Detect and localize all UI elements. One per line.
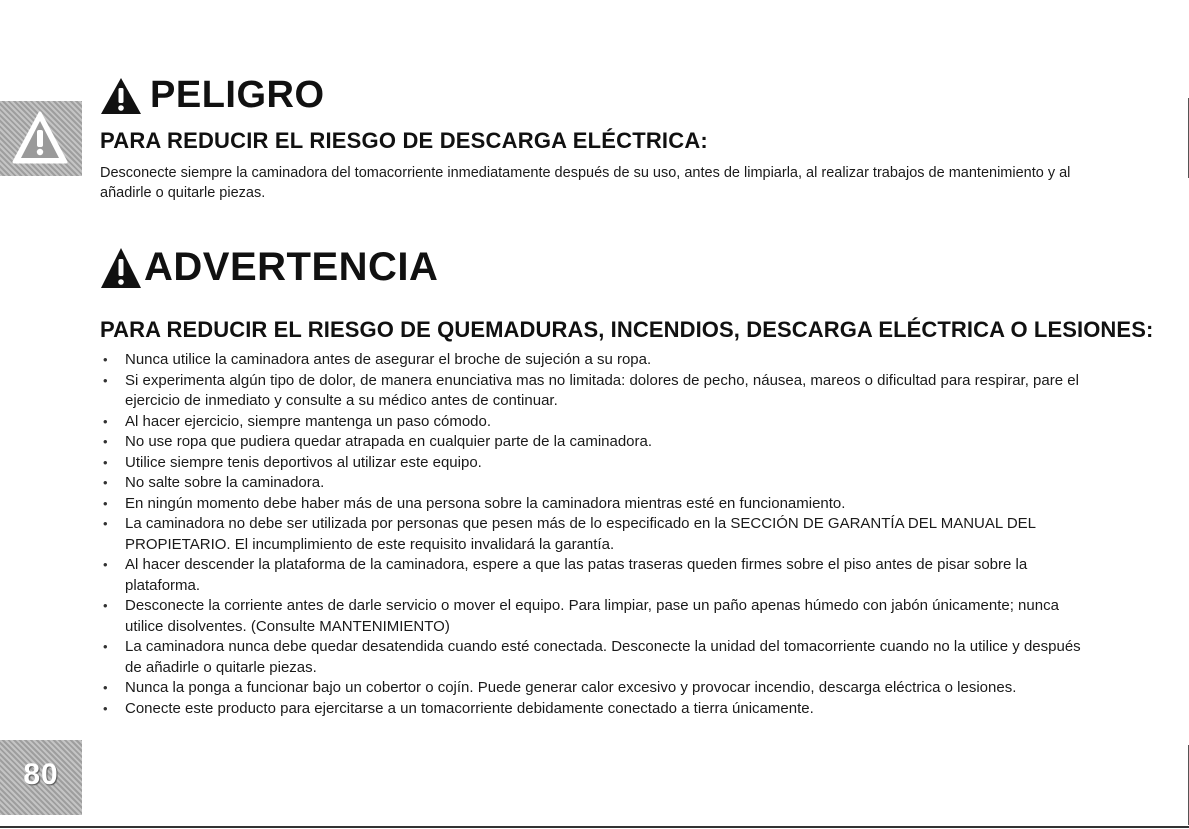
list-item: • No salte sobre la caminadora.: [100, 473, 1100, 494]
list-item: • Nunca utilice la caminadora antes de asegurar el broche de sujeción a su ropa.: [100, 350, 1100, 371]
list-item: • Si experimenta algún tipo de dolor, de manera enunciativa mas no limitada: dolores de pecho, náusea, mareos o dificultad para respirar, pare el ejercicio de inmediato y consulte a su médico antes de continuar.: [100, 371, 1100, 412]
list-item: • Nunca la ponga a funcionar bajo un cobertor o cojín. Puede generar calor excesivo y provocar incendio, descarga eléctrica o lesiones.: [100, 678, 1100, 699]
warning-triangle-icon: [100, 247, 142, 289]
bottom-rule: [0, 826, 1189, 828]
list-item: • Conecte este producto para ejercitarse a un tomacorriente debidamente conectado a tierra únicamente.: [100, 699, 1100, 720]
page-number: 80: [23, 758, 59, 791]
page-number-tab: [0, 740, 82, 815]
danger-triangle-icon: [100, 77, 142, 115]
danger-signal-word: PELIGRO: [150, 74, 325, 116]
list-item: • Utilice siempre tenis deportivos al utilizar este equipo.: [100, 453, 1100, 474]
list-item: • La caminadora nunca debe quedar desatendida cuando esté conectada. Desconecte la unidad del tomacorriente cuando no la utilice y después de añadirle o quitarle piezas.: [100, 637, 1100, 678]
danger-body: Desconecte siempre la caminadora del tomacorriente inmediatamente después de su uso, antes de limpiarla, al realizar trabajos de mantenimiento y al añadirle o quitarle piezas.: [100, 165, 1071, 201]
warning-signal-word: ADVERTENCIA: [144, 245, 439, 289]
warning-triangle-icon: [11, 110, 69, 166]
list-item: • No use ropa que pudiera quedar atrapada en cualquier parte de la caminadora.: [100, 432, 1100, 453]
list-item: • Al hacer ejercicio, siempre mantenga un paso cómodo.: [100, 412, 1100, 433]
warning-title: PARA REDUCIR EL RIESGO DE QUEMADURAS, INCENDIOS, DESCARGA ELÉCTRICA O LESIONES:: [100, 317, 1154, 342]
warning-list: [100, 350, 1100, 719]
warning-heading: [100, 245, 438, 290]
list-item: • La caminadora no debe ser utilizada por personas que pesen más de lo especificado en la SECCIÓN DE GARANTÍA DEL MANUAL DEL PROPIETARIO. El incumplimiento de este requisito invalidará la garantía.: [100, 514, 1100, 555]
list-item: • Desconecte la corriente antes de darle servicio o mover el equipo. Para limpiar, pase un paño apenas húmedo con jabón únicamente; nunca utilice disolventes. (Consulte MANTENIMIENTO): [100, 596, 1100, 637]
danger-title: PARA REDUCIR EL RIESGO DE DESCARGA ELÉCTRICA:: [100, 128, 708, 153]
section-tab: [0, 101, 82, 176]
list-item: • Al hacer descender la plataforma de la caminadora, espere a que las patas traseras queden firmes sobre el piso antes de pisar sobre la plataforma.: [100, 555, 1100, 596]
danger-heading: [100, 74, 325, 117]
list-item: • En ningún momento debe haber más de una persona sobre la caminadora mientras esté en funcionamiento.: [100, 494, 1100, 515]
